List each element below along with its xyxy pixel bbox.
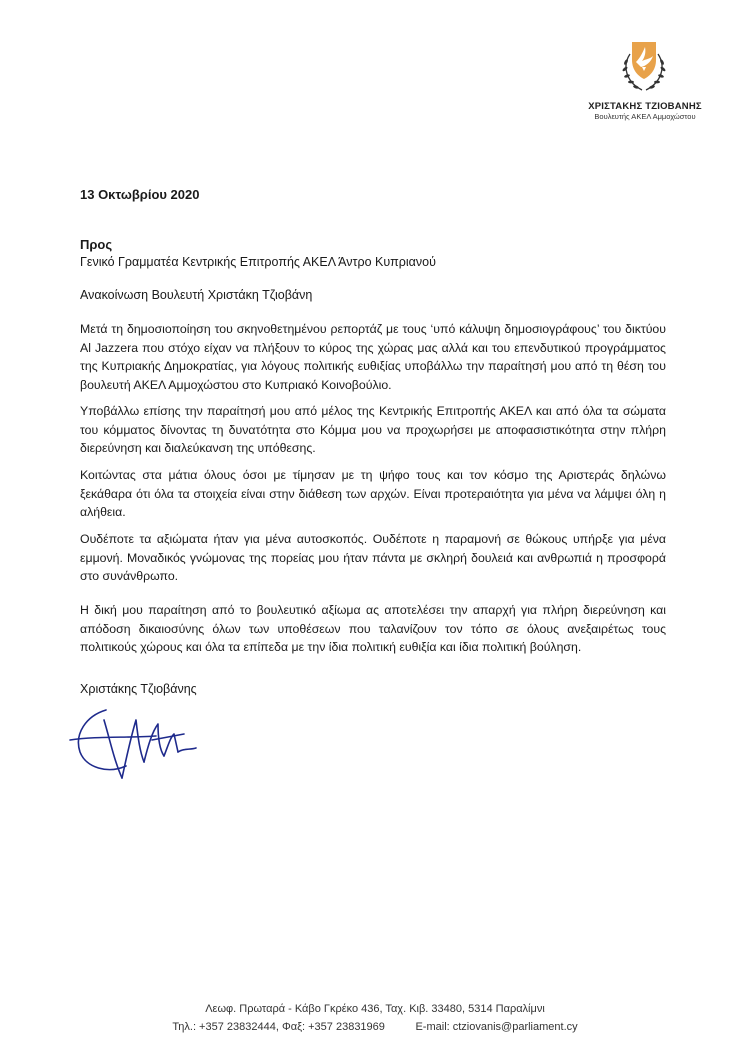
letterhead-name: ΧΡΙΣΤΑΚΗΣ ΤΖΙΟΒΑΝΗΣ [588, 101, 702, 112]
footer-address: Λεωφ. Πρωταρά - Κάβο Γκρέκο 436, Ταχ. Κιβ. 33480, 5314 Παραλίμνι [205, 1003, 545, 1015]
body-paragraph-5: Η δική μου παραίτηση από το βουλευτικό αξίωμα ας αποτελέσει την απαρχή για πλήρη διερεύνηση και απόδοση δικαιοσύνης όλων των υποθέσεων που ταλανίζουν τον τόπο σε όλους ανεξαιρέτως τους πολιτικούς χώρους και όλα τα επίπεδα με την ίδια πολιτική ευθιξία και ίδια πολιτική βούληση. [80, 603, 666, 654]
footer-contacts [0, 1021, 750, 1033]
recipient-line: Γενικό Γραμματέα Κεντρικής Επιτροπής ΑΚΕΛ Άντρο Κυπριανού [80, 255, 436, 269]
footer-email[interactable]: E-mail: ctziovanis@parliament.cy [415, 1021, 578, 1033]
body-paragraph-2: Υποβάλλω επίσης την παραίτησή μου από μέλος της Κεντρικής Επιτροπής ΑΚΕΛ και από όλα τα σώματα του κόμματος δίνοντας τη δυνατότητα στο Κόμμα μου να προχωρήσει με αποφασιστικότητα στην πλήρη διερεύνηση και διαλεύκανση της υπόθεσης. [80, 404, 666, 455]
footer-fax: Φαξ: +357 23831969 [281, 1021, 385, 1033]
handwritten-signature [66, 690, 236, 785]
body-paragraph-3: Κοιτώντας στα μάτια όλους όσοι με τίμησαν με τη ψήφο τους και τον κόσμο της Αριστεράς δηλώνω ξεκάθαρα ότι όλα τα στοιχεία είναι στην διάθεση των αρχών. Είναι προτεραιότητα για μένα να λάμψει όλη η αλήθεια. [80, 468, 666, 519]
signer-name: Χριστάκης Τζιοβάνης [80, 682, 197, 696]
cyprus-crest-icon [612, 38, 676, 96]
subject-line: Ανακοίνωση Βουλευτή Χριστάκη Τζιοβάνη [80, 288, 313, 302]
letterhead-role: Βουλευτής ΑΚΕΛ Αμμοχώστου [594, 112, 696, 121]
letter-date: 13 Οκτωβρίου 2020 [80, 187, 200, 202]
footer-phone: Τηλ.: +357 23832444, [172, 1021, 279, 1033]
to-label: Προς [80, 237, 113, 252]
body-paragraph-4: Ουδέποτε τα αξιώματα ήταν για μένα αυτοσκοπός. Ουδέποτε η παραμονή σε θώκους υπήρξε για μένα εμμονή. Μοναδικός γνώμονας της πορείας μου ήταν πάντα με σκληρή δουλειά και ανθρωπιά η προσφορά στο συνάνθρωπο. [80, 532, 666, 583]
body-paragraph-1: Μετά τη δημοσιοποίηση του σκηνοθετημένου ρεπορτάζ με τους ‘υπό κάλυψη δημοσιογράφους’ του δικτύου Al Jazzera που στόχο είχαν να πλήξουν το κύρος της χώρας μας αλλά και του επενδυτικού προγράμματος της Κυπριακής Δημοκρατίας, για λόγους πολιτικής ευθιξίας υποβάλλω την παραίτησή μου από τη θέση του βουλευτή ΑΚΕΛ Αμμοχώστου στο Κυπριακό Κοινοβούλιο. [80, 322, 666, 392]
